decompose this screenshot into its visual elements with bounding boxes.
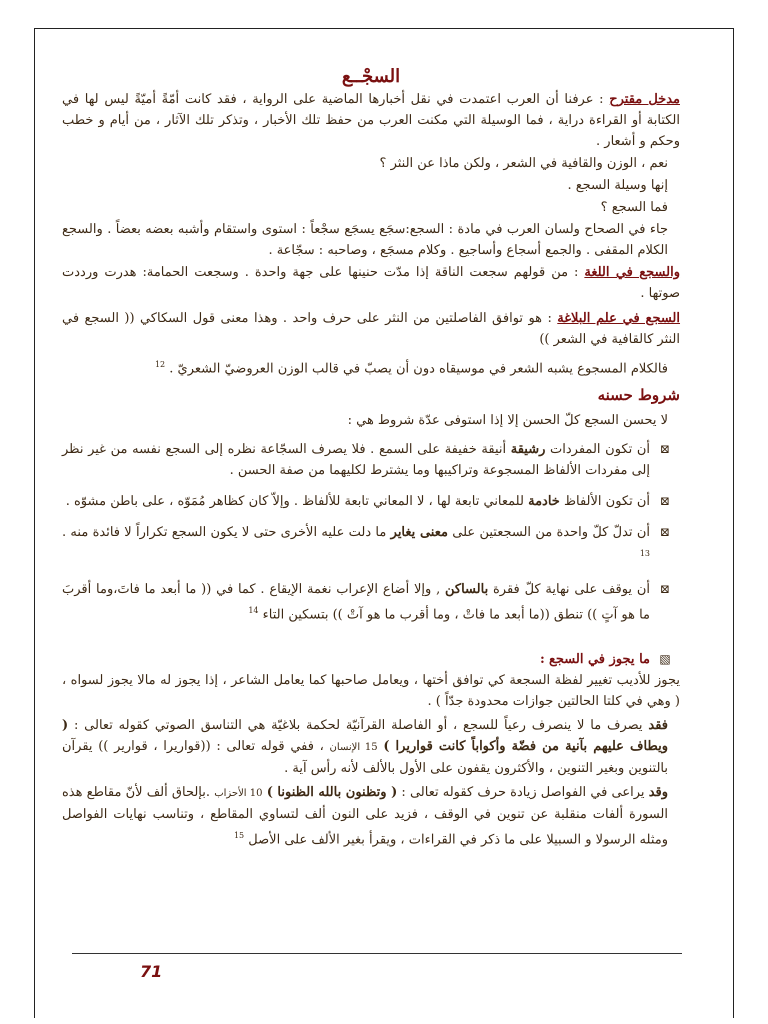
- definition-paragraph: جاء في الصحاح ولسان العرب في مادة : السجع:سجَع يسجَع سجْعاً : استوى واستقام وأشبه بعضه بعضاً . والسجع الكلام المقفى . والجمع أسجاع وأساجيع . وكلام مسجَع ، وصاحبه : سجّاعة .: [62, 222, 668, 258]
- condition-item: [62, 522, 680, 568]
- intro-paragraph: [62, 89, 680, 152]
- checkbox-bullet-icon: ⊠: [659, 525, 671, 540]
- footer-rule: [72, 953, 682, 954]
- condition-item: [62, 491, 680, 512]
- lugha-text: : من قولهم سجعت الناقة إذا مدّت حنينها على جهة واحدة . وسجعت الحمامة: هدرت ورددت صوتها .: [62, 265, 680, 301]
- condition-text: [62, 491, 650, 512]
- quran-verse-2: ( وتظنون بالله الظنونا ): [266, 784, 398, 800]
- condition-keyword: رشيقة: [510, 442, 546, 458]
- condition-item: [62, 439, 680, 481]
- hatched-box-icon: ▧: [659, 651, 671, 666]
- page-title: السجْــع: [341, 66, 401, 87]
- balagha-paragraph: [62, 308, 680, 350]
- footnote-ref-12: 12: [154, 360, 166, 369]
- answer-1: إنها وسيلة السجع .: [567, 178, 668, 193]
- allowed-paragraph-2: [62, 715, 680, 779]
- footnote-ref-14: 14: [248, 605, 259, 615]
- section-gap: [62, 635, 680, 649]
- allowed-heading: ما يجوز في السجع: [548, 651, 650, 667]
- page-number: 71: [140, 962, 163, 981]
- allowed-heading-colon: :: [540, 651, 545, 667]
- condition-text: [62, 579, 650, 625]
- question-1: نعم ، الوزن والقافية في الشعر ، ولكن ماذا عن النثر ؟: [379, 156, 668, 171]
- condition-post: أنيقة خفيفة على السمع . فلا يصرف السجّاعة نظره إلى السجع نفسه من غير نظر إلى مفردات الألفاظ المسجوعة وتراكيبها وما يشترط لكليهما من صفة الحسن .: [62, 442, 650, 479]
- allowed-p2-text: يصرف ما لا ينصرف رعياً للسجع ، أو الفاصلة القرآنيّة لحكمة بلاغيّة هي التناسق الصوتي كقوله تعالى :: [73, 717, 643, 733]
- condition-pre: أن تدلّ كلّ واحدة من السجعتين على: [452, 525, 650, 541]
- lugha-label: والسجع في اللغة: [584, 265, 681, 280]
- condition-text: [62, 522, 650, 568]
- condition-keyword: خادمة: [528, 494, 560, 510]
- condition-pre: أن تكون الألفاظ: [563, 494, 650, 510]
- allowed-paragraph-3: [62, 782, 680, 850]
- allowed-p3-text: يراعى في الفواصل زيادة حرف كقوله تعالى :: [401, 784, 645, 800]
- condition-keyword: بالساكن: [445, 581, 489, 597]
- quran-verse-1: ( ويطاف عليهم بآنية من فضّة وأكواباً كانت قواريرا ): [62, 717, 668, 754]
- footnote-ref-15: 15: [233, 830, 245, 840]
- lugha-paragraph: [62, 262, 680, 304]
- intro-text: : عرفنا أن العرب اعتمدت في نقل أخبارها الماضية على الرواية ، فقد كانت أمّةً أميّةً ليس لها في الكتابة أو القراءة دراية ، فما الوسيلة التي مكنت العرب من حفظ تلك الأخبار ، وتذكر تلك الآثار ، من أيام و خطب وحكم و أشعار .: [62, 92, 680, 149]
- condition-item: [62, 579, 680, 625]
- kalam-paragraph: [62, 354, 680, 379]
- intro-label: مدخل مقترح: [609, 92, 680, 107]
- condition-post: للمعاني تابعة لها ، لا المعاني تابعة للألفاظ . وإلاّ كان كظاهر مُمَوّه ، على باطن مشوّه .: [65, 494, 524, 510]
- verse-1-reference: 15 الإنسان: [329, 741, 378, 753]
- balagha-label: السجع في علم البلاغة: [557, 311, 681, 326]
- condition-post: ما دلت عليه الأخرى حتى لا يكون السجع تكراراً لا فائدة منه .: [62, 525, 387, 541]
- balagha-text: : هو توافق الفاصلتين من النثر على حرف واحد . وهذا معنى قول السكاكي (( السجع في النثر كالقافية في الشعر )): [62, 311, 680, 347]
- conditions-heading: شروط حسنه: [597, 386, 680, 405]
- condition-keyword: معنى يغاير: [390, 525, 448, 541]
- condition-pre: أن يوقف على نهاية كلّ فقرة: [493, 581, 650, 597]
- allowed-heading-row: [62, 649, 680, 670]
- allowed-p3-continuation: .بإلحاق ألف لأنّ مقاطع هذه السورة ألفات منقلبة عن تنوين في الوقف ، فزيد على النون ألف لتساوي المقاطع ، وتناسب نهايات الفواصل ومثله الرسولا و السبيلا على ما ذكر في القراءات ، ويقرأ بغير الألف على الأصل: [62, 784, 668, 848]
- allowed-p2-lead: فقد: [648, 717, 669, 733]
- allowed-p2-continuation: ، ففي قوله تعالى : ((قواريرا ، قوارير )) يقرآن بالتنوين وبغير التنوين ، والأكثرون يقفون على الأول بالألف لأنه رأس آية .: [62, 738, 668, 776]
- kalam-text: فالكلام المسجوع يشبه الشعر في موسيقاه دون أن يصبّ في قالب الوزن العروضيّ الشعريّ .: [169, 361, 668, 377]
- condition-text: [62, 439, 650, 481]
- condition-post: , وإلا أضاع الإعراب نغمة الإيقاع . كما في (( ما أبعد ما فاتَ،وما أقربَ ما هو آتٍ )) تنطق ((ما أبعد ما فاتْ ، وما أقرب ما هو آتْ )) بتسكين التاء: [62, 581, 650, 622]
- checkbox-bullet-icon: ⊠: [659, 442, 671, 457]
- conditions-intro: لا يحسن السجع كلّ الحسن إلا إذا استوفى عدّة شروط هي :: [347, 413, 668, 429]
- footnote-ref-13: 13: [639, 549, 650, 559]
- allowed-p3-lead: وقد: [648, 784, 669, 800]
- checkbox-bullet-icon: ⊠: [659, 494, 671, 509]
- condition-pre: أن تكون المفردات: [550, 442, 651, 458]
- question-2: فما السجع ؟: [600, 200, 668, 215]
- checkbox-bullet-icon: ⊠: [659, 581, 671, 596]
- document-body: [62, 66, 680, 851]
- verse-2-reference: 10 الأحزاب: [214, 787, 263, 799]
- allowed-paragraph-1: يجوز للأديب تغيير لفظة السجعة كي توافق أختها ، ويعامل صاحبها كما يعامل الشاعر ، إذا يجوز له مالا يجوز لسواه ، ( وهي في كلتا الحالتين جوازات محدودة جدّاً ) .: [62, 672, 680, 709]
